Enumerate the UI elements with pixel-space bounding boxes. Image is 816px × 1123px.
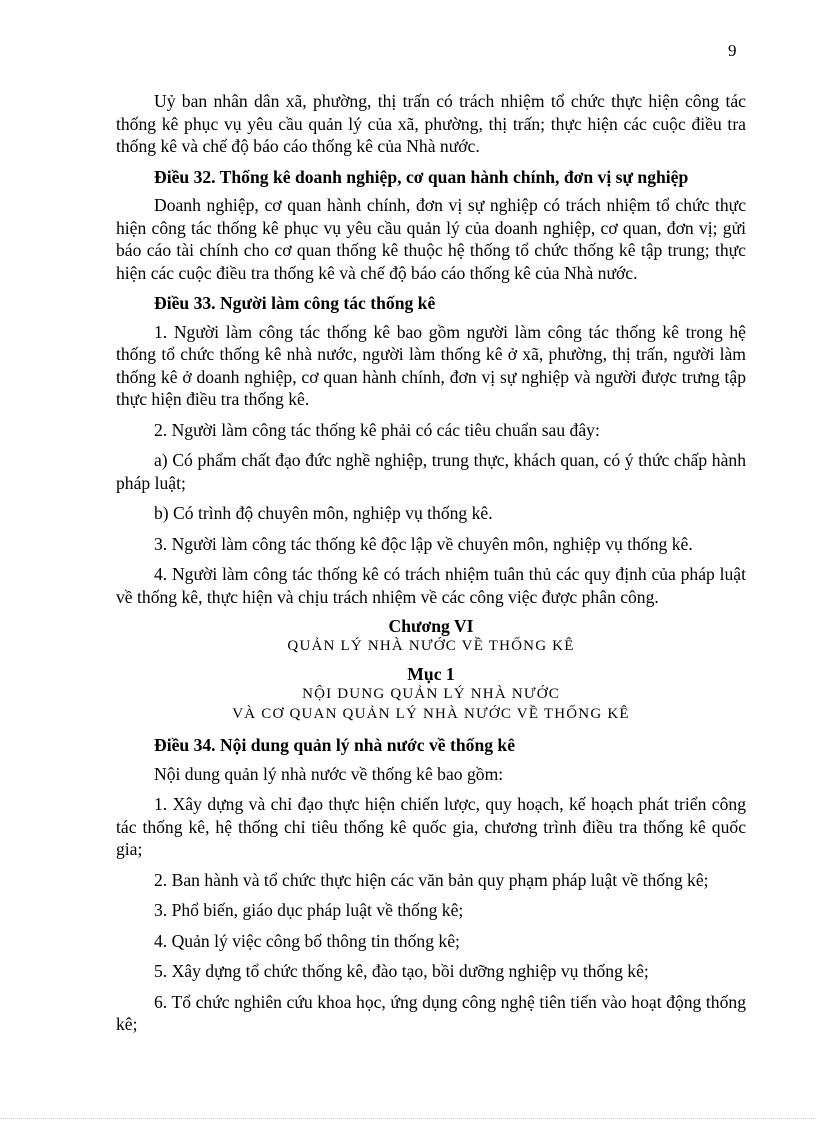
page-number: 9 [728, 41, 737, 60]
paragraph: 4. Quản lý việc công bố thông tin thống kê; [154, 930, 460, 951]
article-heading-32: Điều 32. Thống kê doanh nghiệp, cơ quan hành chính, đơn vị sự nghiệp [154, 166, 689, 187]
section-heading [116, 664, 746, 724]
paragraph: a) Có phẩm chất đạo đức nghề nghiệp, trung thực, khách quan, có ý thức chấp hành pháp luật; [116, 450, 746, 493]
chapter-subtitle: QUẢN LÝ NHÀ NƯỚC VỀ THỐNG KÊ [287, 638, 575, 654]
page-bottom-divider [0, 1118, 816, 1119]
paragraph: b) Có trình độ chuyên môn, nghiệp vụ thống kê. [154, 503, 493, 523]
section-subtitle-line2: VÀ CƠ QUAN QUẢN LÝ NHÀ NƯỚC VỀ THỐNG KÊ [232, 706, 630, 722]
article-heading-33: Điều 33. Người làm công tác thống kê [154, 293, 436, 313]
paragraph: 6. Tổ chức nghiên cứu khoa học, ứng dụng công nghệ tiên tiến vào hoạt động thống kê; [116, 991, 746, 1034]
section-subtitle-line1: NỘI DUNG QUẢN LÝ NHÀ NƯỚC [302, 686, 560, 702]
paragraph: 3. Người làm công tác thống kê độc lập về chuyên môn, nghiệp vụ thống kê. [154, 533, 693, 554]
paragraph: 1. Xây dựng và chỉ đạo thực hiện chiến lược, quy hoạch, kế hoạch phát triển công tác thống kê, hệ thống chỉ tiêu thống kê quốc gia, chương trình điều tra thống kê quốc gia; [116, 794, 746, 859]
paragraph: 5. Xây dựng tổ chức thống kê, đào tạo, bồi dưỡng nghiệp vụ thống kê; [154, 961, 649, 981]
article-heading-34: Điều 34. Nội dung quản lý nhà nước về thống kê [154, 735, 516, 755]
section-title: Mục 1 [407, 664, 455, 684]
paragraph: Nội dung quản lý nhà nước về thống kê bao gồm: [154, 763, 504, 784]
document-body [116, 90, 746, 1044]
paragraph: 3. Phổ biến, giáo dục pháp luật về thống kê; [154, 900, 464, 920]
chapter-title: Chương VI [388, 616, 474, 636]
paragraph: 2. Ban hành và tổ chức thực hiện các văn bản quy phạm pháp luật về thống kê; [154, 869, 709, 890]
paragraph: 1. Người làm công tác thống kê bao gồm người làm công tác thống kê trong hệ thống tổ chức thống kê nhà nước, người làm thống kê ở xã, phường, thị trấn, người làm thống kê ở doanh nghiệp, cơ quan hành chính, đơn vị sự nghiệp và người được trưng tập thực hiện điều tra thống kê. [116, 321, 746, 409]
chapter-heading [116, 616, 746, 656]
paragraph: 4. Người làm công tác thống kê có trách nhiệm tuân thủ các quy định của pháp luật về thống kê, thực hiện và chịu trách nhiệm về các công việc được phân công. [116, 564, 746, 607]
paragraph: Doanh nghiệp, cơ quan hành chính, đơn vị sự nghiệp có trách nhiệm tổ chức thực hiện công tác thống kê phục vụ yêu cầu quản lý của doanh nghiệp, cơ quan, đơn vị; gửi báo cáo tài chính cho cơ quan thống kê thuộc hệ thống tổ chức thống kê tập trung; thực hiện các cuộc điều tra thống kê và chế độ báo cáo thống kê của Nhà nước. [116, 195, 746, 283]
paragraph: Uỷ ban nhân dân xã, phường, thị trấn có trách nhiệm tổ chức thực hiện công tác thống kê phục vụ yêu cầu quản lý của xã, phường, thị trấn; thực hiện các cuộc điều tra thống kê và chế độ báo cáo thống kê của Nhà nước. [116, 91, 746, 156]
paragraph: 2. Người làm công tác thống kê phải có các tiêu chuẩn sau đây: [154, 419, 600, 440]
